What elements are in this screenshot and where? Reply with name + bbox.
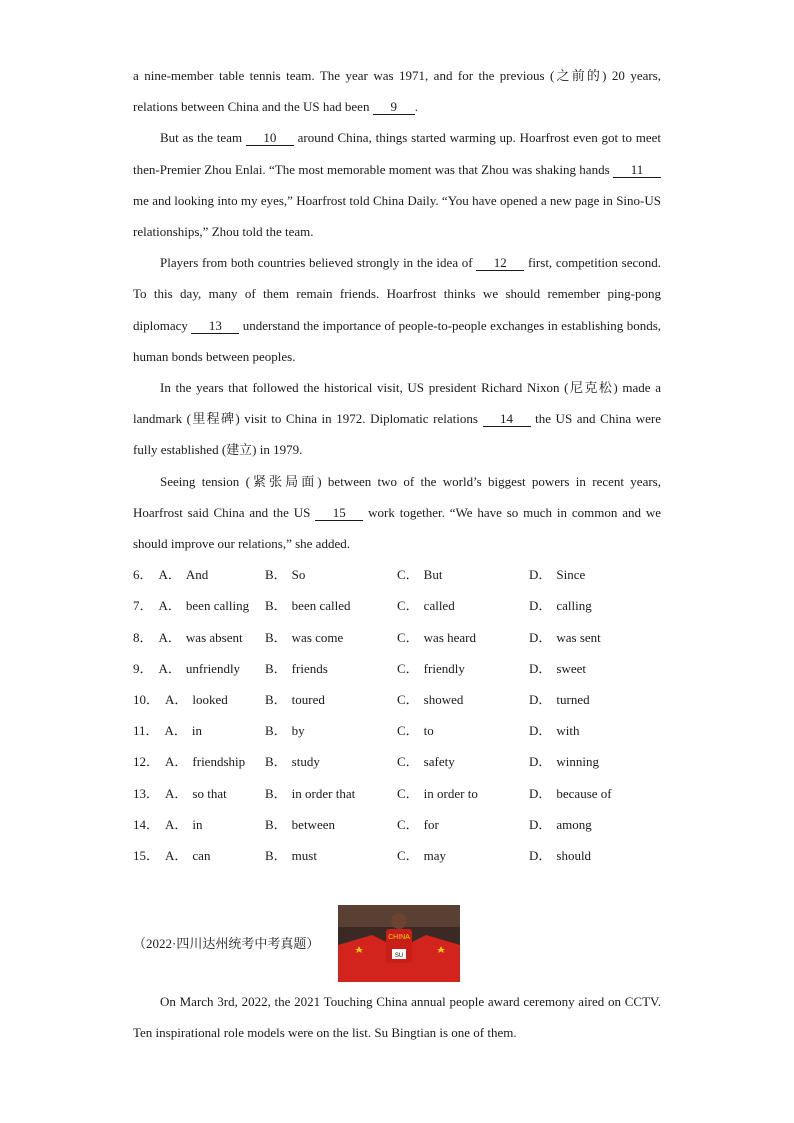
option-text: And <box>185 567 209 583</box>
option-letter: D． <box>529 847 552 863</box>
option-text: was come <box>291 629 344 645</box>
option-letter: D． <box>529 754 552 770</box>
option-letter: D． <box>529 785 552 801</box>
option-row <box>133 559 661 590</box>
option-text: been called <box>291 598 351 614</box>
option-letter: B． <box>265 754 287 770</box>
option-text: with <box>556 723 580 739</box>
option-a[interactable] <box>133 684 265 715</box>
option-row <box>133 809 661 840</box>
option-letter: D． <box>529 816 552 832</box>
option-letter: B． <box>265 692 287 707</box>
option-letter: B． <box>265 723 287 739</box>
intro-paragraph: On March 3rd, 2022, the 2021 Touching China annual people award ceremony aired on CCTV. Ten inspirational role models were on the list. Su Bingtian is one of them. <box>133 994 661 1041</box>
option-text: So <box>291 567 306 583</box>
option-d[interactable] <box>529 684 661 715</box>
option-letter: D． <box>529 660 552 676</box>
athlete-photo-svg <box>338 905 460 982</box>
option-c[interactable] <box>397 809 529 840</box>
question-number: 9． <box>133 660 153 676</box>
option-letter: B． <box>265 785 287 801</box>
paragraph-text: . <box>414 99 418 115</box>
option-d[interactable] <box>529 653 661 684</box>
option-c[interactable] <box>397 746 529 777</box>
option-letter: A． <box>158 567 181 583</box>
option-letter: C． <box>397 847 419 863</box>
option-d[interactable] <box>529 715 661 746</box>
option-letter: D． <box>529 629 552 645</box>
option-b[interactable] <box>265 590 397 621</box>
answer-blank-11[interactable]: 11 <box>613 163 661 178</box>
answer-blank-15[interactable]: 15 <box>315 506 363 521</box>
option-text: can <box>192 847 211 863</box>
option-text: showed <box>423 692 464 707</box>
option-a[interactable] <box>133 590 265 621</box>
option-letter: B． <box>265 660 287 676</box>
option-letter: A． <box>165 816 188 832</box>
answer-blank-9[interactable]: 9 <box>373 100 415 115</box>
option-letter: C． <box>397 816 419 832</box>
option-text: But <box>423 567 443 583</box>
option-text: to <box>423 723 434 739</box>
option-text: was sent <box>556 629 601 645</box>
option-d[interactable] <box>529 622 661 653</box>
option-b[interactable] <box>265 653 397 684</box>
option-letter: A． <box>165 754 188 770</box>
option-letter: A． <box>164 723 187 739</box>
option-text: called <box>423 598 455 614</box>
option-a[interactable] <box>133 715 265 746</box>
option-row <box>133 653 661 684</box>
option-d[interactable] <box>529 590 661 621</box>
option-letter: C． <box>397 629 419 645</box>
answer-blank-10[interactable]: 10 <box>246 131 294 146</box>
paragraph-text: understand the importance of people-to-people exchanges in establishing bonds, human bonds between peoples. <box>133 317 662 364</box>
option-row <box>133 715 661 746</box>
option-row <box>133 622 661 653</box>
option-text: winning <box>556 754 600 770</box>
option-c[interactable] <box>397 622 529 653</box>
option-text: in order that <box>291 785 356 801</box>
paragraph-2 <box>133 122 661 247</box>
option-c[interactable] <box>397 778 529 809</box>
exam-source-label: （2022·四川达州统考中考真题） <box>133 936 320 951</box>
option-letter: C． <box>397 692 419 707</box>
question-number: 8． <box>133 629 153 645</box>
option-row <box>133 746 661 777</box>
option-a[interactable] <box>133 622 265 653</box>
paragraph-text: Players from both countries believed strongly in the idea of <box>160 255 473 271</box>
option-letter: B． <box>265 598 287 614</box>
option-b[interactable] <box>265 840 397 871</box>
option-row <box>133 778 661 809</box>
option-b[interactable] <box>265 715 397 746</box>
option-letter: A． <box>158 629 181 645</box>
option-c[interactable] <box>397 559 529 590</box>
question-number: 7． <box>133 598 153 614</box>
paragraph-text: me and looking into my eyes,” Hoarfrost told China Daily. “You have opened a new page in Sino-US relationships,” Zhou told the team. <box>133 192 661 240</box>
option-b[interactable] <box>265 746 397 777</box>
option-text: turned <box>556 692 590 707</box>
option-b[interactable] <box>265 809 397 840</box>
option-d[interactable] <box>529 559 661 590</box>
question-number: 10． <box>133 692 160 707</box>
option-c[interactable] <box>397 590 529 621</box>
option-letter: D． <box>529 723 552 739</box>
option-a[interactable] <box>133 746 265 777</box>
question-number: 11． <box>133 723 159 739</box>
option-text: study <box>291 754 320 770</box>
paragraph-3 <box>133 247 661 372</box>
option-c[interactable] <box>397 715 529 746</box>
exam-source-row <box>133 905 661 983</box>
paragraph-4 <box>133 372 661 466</box>
option-text: must <box>291 847 317 863</box>
option-letter: D． <box>529 598 552 614</box>
option-d[interactable] <box>529 809 661 840</box>
option-a[interactable] <box>133 840 265 871</box>
option-c[interactable] <box>397 653 529 684</box>
option-letter: C． <box>397 754 419 770</box>
option-letter: B． <box>265 629 287 645</box>
option-text: been calling <box>185 598 250 614</box>
option-d[interactable] <box>529 840 661 871</box>
option-text: sweet <box>556 660 586 676</box>
paragraph-5 <box>133 466 661 560</box>
option-letter: A． <box>165 847 188 863</box>
option-text: because of <box>556 785 612 801</box>
option-letter: C． <box>397 598 419 614</box>
next-passage-intro <box>133 986 661 1048</box>
option-b[interactable] <box>265 559 397 590</box>
question-number: 12． <box>133 754 160 770</box>
option-text: may <box>423 847 447 863</box>
option-d[interactable] <box>529 778 661 809</box>
question-number: 13． <box>133 785 160 801</box>
option-letter: D． <box>529 567 552 583</box>
option-text: should <box>556 847 592 863</box>
answer-blank-13[interactable]: 13 <box>191 319 239 334</box>
option-d[interactable] <box>529 746 661 777</box>
option-a[interactable] <box>133 778 265 809</box>
question-number: 6． <box>133 567 153 583</box>
option-row <box>133 684 661 715</box>
question-number: 15． <box>133 847 160 863</box>
option-text: between <box>291 816 335 832</box>
option-letter: B． <box>265 567 287 583</box>
paragraph-text: In the years that followed the historical visit, US president Richard Nixon (尼克松) made a landmark (里程碑) visit to China in 1972. Diplomatic relations <box>133 380 661 427</box>
option-c[interactable] <box>397 840 529 871</box>
option-letter: A． <box>158 660 181 676</box>
option-text: among <box>556 816 592 832</box>
option-letter: A． <box>158 598 181 614</box>
answer-blank-12[interactable]: 12 <box>476 256 524 271</box>
option-a[interactable] <box>133 653 265 684</box>
athlete-photo <box>338 905 460 982</box>
shirt-text: CHINA <box>388 934 410 941</box>
option-text: in <box>192 816 203 832</box>
option-a[interactable] <box>133 809 265 840</box>
question-number: 14． <box>133 816 160 832</box>
answer-options <box>133 559 661 871</box>
reading-passage <box>133 60 661 871</box>
option-a[interactable] <box>133 559 265 590</box>
bib-text: SU <box>394 953 404 959</box>
option-row <box>133 840 661 871</box>
option-text: safety <box>423 754 455 770</box>
option-b[interactable] <box>265 684 397 715</box>
option-b[interactable] <box>265 778 397 809</box>
option-row <box>133 590 661 621</box>
paragraph-text: the US and China were fully established (建立) in 1979. <box>133 411 662 458</box>
paragraph-text: first, competition second. To this day, many of them remain friends. Hoarfrost thinks we should remember ping-pong diplomacy <box>133 255 661 333</box>
paragraph-text: But as the team <box>160 130 243 146</box>
option-text: friends <box>291 660 328 676</box>
option-text: toured <box>291 692 325 707</box>
option-text: unfriendly <box>185 660 241 676</box>
option-letter: B． <box>265 816 287 832</box>
option-text: calling <box>556 598 592 614</box>
paragraph-text: around China, things started warming up. Hoarfrost even got to meet then-Premier Zhou Enlai. “The most memorable moment was that Zhou was shaking hands <box>133 130 662 177</box>
option-letter: D． <box>529 692 552 707</box>
option-text: in <box>191 723 203 739</box>
option-text: friendship <box>192 754 246 770</box>
paragraph-text: a nine-member table tennis team. The year was 1971, and for the previous (之前的) 20 years, relations between China and the US had been <box>133 68 661 115</box>
option-text: for <box>423 816 439 832</box>
option-letter: A． <box>165 785 188 801</box>
option-text: was heard <box>423 629 477 645</box>
option-letter: C． <box>397 785 419 801</box>
paragraph-1 <box>133 60 661 122</box>
athlete-head <box>391 913 407 929</box>
option-letter: C． <box>397 660 419 676</box>
paragraph-text: Seeing tension (紧张局面) between two of the world’s biggest powers in recent years, Hoarfrost said China and the US <box>133 473 661 520</box>
paragraph-text: work together. “We have so much in common and we should improve our relations,” she added. <box>133 504 662 552</box>
option-b[interactable] <box>265 622 397 653</box>
option-text: by <box>291 723 305 739</box>
option-text: so that <box>192 785 227 801</box>
option-letter: C． <box>397 567 419 583</box>
option-letter: B． <box>265 847 287 863</box>
option-letter: A． <box>165 692 188 707</box>
option-letter: C． <box>397 723 419 739</box>
option-text: friendly <box>423 660 465 676</box>
answer-blank-14[interactable]: 14 <box>483 412 531 427</box>
option-c[interactable] <box>397 684 529 715</box>
option-text: was absent <box>185 629 243 645</box>
option-text: Since <box>556 567 586 583</box>
option-text: in order to <box>423 785 478 801</box>
option-text: looked <box>192 692 228 707</box>
